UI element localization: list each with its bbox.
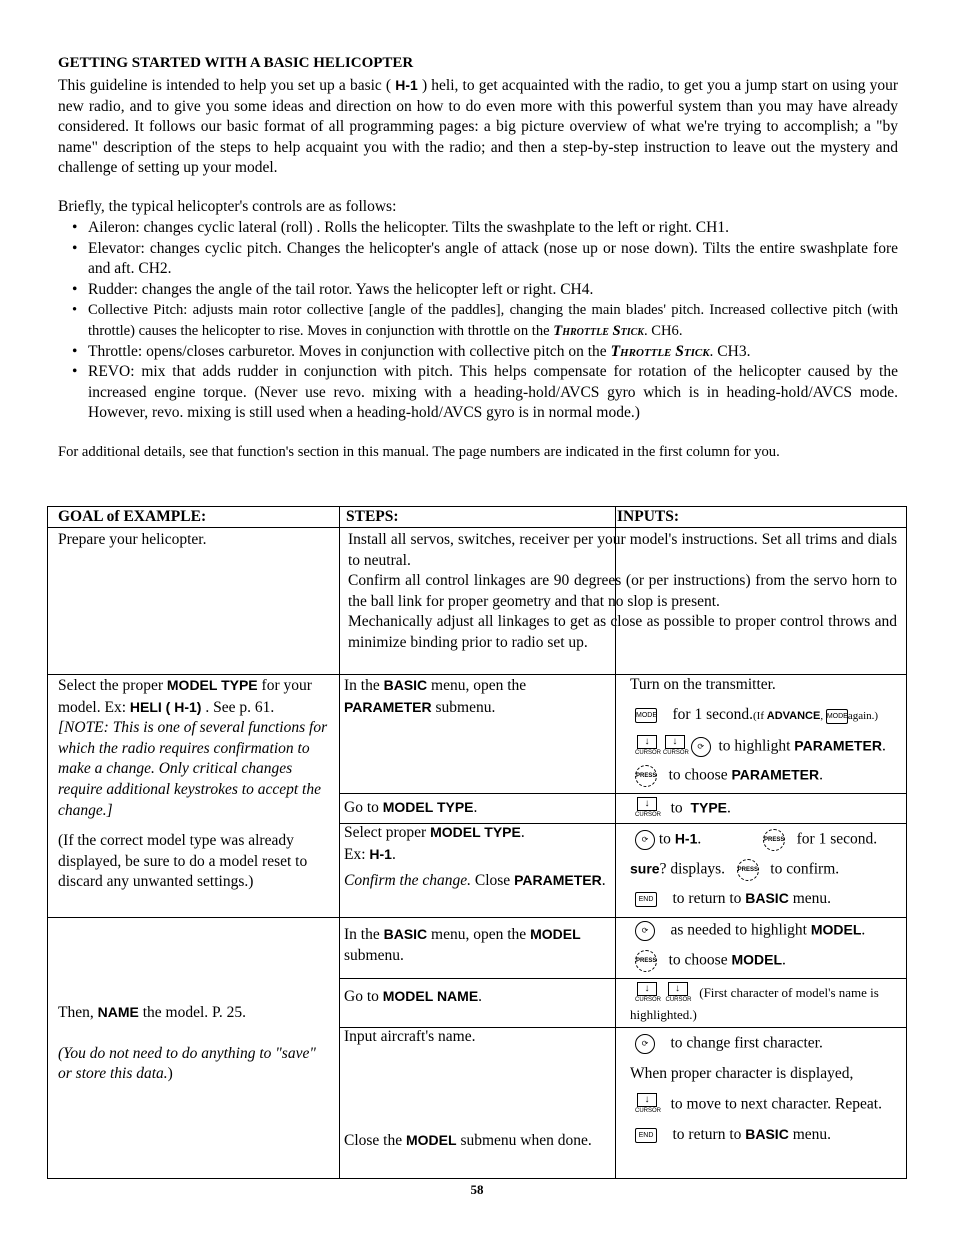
list-item: • Aileron: changes cyclic lateral (roll) . Rolls the helicopter. Tilts the swashplate to the left or right. CH1.	[72, 218, 898, 239]
input-confirm: sure? displays. PRESS to confirm.	[630, 859, 839, 881]
step-go-model-name: Go to MODEL NAME.	[344, 988, 483, 1005]
goal-model-type: Select the proper MODEL TYPE for your model. Ex: HELI ( H-1) . See p. 61. [NOTE: This is one of several functions for which the radio requires confirmation to make a change. Only critical changes require additional keystrokes to accept the change.] (If the correct model type was already displayed, be sure to do a model reset to discard any unwanted settings.)	[58, 677, 328, 891]
step-open-model: In the BASIC menu, open the MODEL submenu.	[344, 926, 581, 964]
press-dial-icon: PRESS	[763, 829, 785, 851]
dial-icon: ⟳	[691, 737, 711, 757]
input-choose-parameter: PRESS to choose PARAMETER.	[635, 765, 823, 787]
input-cursor-type: ↓ CURSOR to TYPE.	[635, 797, 731, 821]
end-key-icon: END	[635, 1128, 657, 1143]
input-next-char: ↓ CURSOR to move to next character. Repeat.	[635, 1093, 882, 1117]
input-cursor-name: ↓ CURSOR ↓ CURSOR (First character of model's name is highlighted.)	[630, 983, 879, 1022]
header-goal: GOAL of EXAMPLE:	[58, 508, 207, 525]
controls-lead-in: Briefly, the typical helicopter's controls are as follows:	[58, 198, 397, 215]
list-item: • Elevator: changes cyclic pitch. Changes the helicopter's angle of attack (nose up or nose down). Tilts the entire swashplate fore and aft. CH2.	[72, 239, 898, 280]
header-steps: STEPS:	[346, 508, 399, 525]
input-choose-model: PRESS to choose MODEL.	[635, 950, 786, 972]
cursor-down-icon: ↓ CURSOR	[662, 736, 689, 756]
input-when-displayed: When proper character is displayed,	[630, 1065, 854, 1082]
step-select-model-type: Select proper MODEL TYPE. Ex: H-1. Confirm the change. Close PARAMETER.	[344, 824, 606, 890]
input-change-char: ⟳ to change first character.	[635, 1034, 823, 1054]
mode-key-icon: MODE	[635, 708, 657, 723]
mode-key-icon: MODE	[826, 709, 848, 724]
goal-prepare: Prepare your helicopter.	[58, 531, 207, 548]
cursor-down-icon: ↓ CURSOR	[635, 983, 662, 1003]
list-item: • Throttle: opens/closes carburetor. Moves in conjunction with collective pitch on the Throttle Stick. CH3.	[72, 342, 898, 363]
dial-icon: ⟳	[635, 830, 655, 850]
end-key-icon: END	[635, 892, 657, 907]
header-inputs: INPUTS:	[617, 508, 680, 525]
cursor-down-icon: ↓ CURSOR	[665, 983, 692, 1003]
page-number: 58	[470, 1182, 484, 1197]
step-close-model: Close the MODEL submenu when done.	[344, 1132, 592, 1149]
controls-list	[72, 218, 898, 424]
input-end-basic: END to return to BASIC menu.	[635, 890, 831, 908]
dial-icon: ⟳	[635, 921, 655, 941]
press-dial-icon: PRESS	[635, 765, 657, 787]
cursor-down-icon: ↓ CURSOR	[635, 798, 662, 818]
cursor-down-icon: ↓ CURSOR	[635, 1094, 662, 1114]
goal-name-model: Then, NAME the model. P. 25. (You do not need to do anything to "save" or store this data.)	[58, 1004, 316, 1083]
steps-prepare: Install all servos, switches, receiver per your model's instructions. Set all trims and dials to neutral. Confirm all control linkages are 90 degrees (or per instructions) from the servo horn to the ball link for proper geometry and that no slop is present. Mechanically adjust all linkages to get as close as possible to proper control throws and minimize binding prior to radio set up.	[348, 531, 897, 651]
list-item: • REVO: mix that adds rudder in conjunction with pitch. This helps compensate for rotation of the helicopter caused by the increased engine torque. (Never use revo. mixing with a heading-hold/AVCS gyro which is in heading-hold/AVCS mode. However, revo. mixing is still used when a heading-hold/AVCS gyro is in normal mode.)	[72, 362, 898, 424]
step-input-name: Input aircraft's name.	[344, 1028, 476, 1045]
input-turn-on: Turn on the transmitter.	[630, 676, 776, 693]
list-item: • Rudder: changes the angle of the tail rotor. Yaws the helicopter left or right. CH4.	[72, 280, 898, 301]
input-highlight-parameter: ↓ CURSOR ↓ CURSOR ⟳ to highlight PARAMETER.	[635, 735, 886, 759]
cursor-down-icon: ↓ CURSOR	[635, 736, 662, 756]
input-highlight-model: ⟳ as needed to highlight MODEL.	[635, 921, 865, 941]
input-mode-1s: MODE for 1 second.(If ADVANCE, MODEagain.)	[636, 706, 879, 723]
list-item: • Collective Pitch: adjusts main rotor collective [angle of the paddles], changing the main blades' pitch. Increased collective pitch (with throttle) causes the helicopter to rise. Moves in conjunction with throttle on the Throttle Stick. CH6.	[72, 300, 898, 341]
step-open-parameter: In the BASIC menu, open the PARAMETER submenu.	[344, 677, 527, 716]
press-dial-icon: PRESS	[737, 859, 759, 881]
intro-paragraph: This guideline is intended to help you set up a basic ( H-1 ) heli, to get acquainted with the radio, to get you a jump start on using your new radio, and to give you some ideas and direction on how to do even more with this powerful system than you may have already considered. It follows our basic format of all programming pages: a big picture overview of what we're trying to accomplish; a "by name" description of the steps to help acquaint you with the radio; and then a step-by-step instruction to leave out the mystery and challenge of setting up your model.	[58, 77, 899, 177]
input-end-basic-2: END to return to BASIC menu.	[635, 1126, 831, 1144]
dial-icon: ⟳	[635, 1034, 655, 1054]
press-dial-icon: PRESS	[635, 950, 657, 972]
steps-table	[47, 506, 907, 1179]
page-heading: GETTING STARTED WITH A BASIC HELICOPTER	[58, 55, 414, 71]
additional-details-note: For additional details, see that function's section in this manual. The page numbers are indicated in the first column for you.	[58, 444, 780, 460]
step-go-model-type: Go to MODEL TYPE.	[344, 799, 478, 816]
input-select-h1: ⟳ to H-1. PRESS for 1 second.	[635, 829, 877, 851]
